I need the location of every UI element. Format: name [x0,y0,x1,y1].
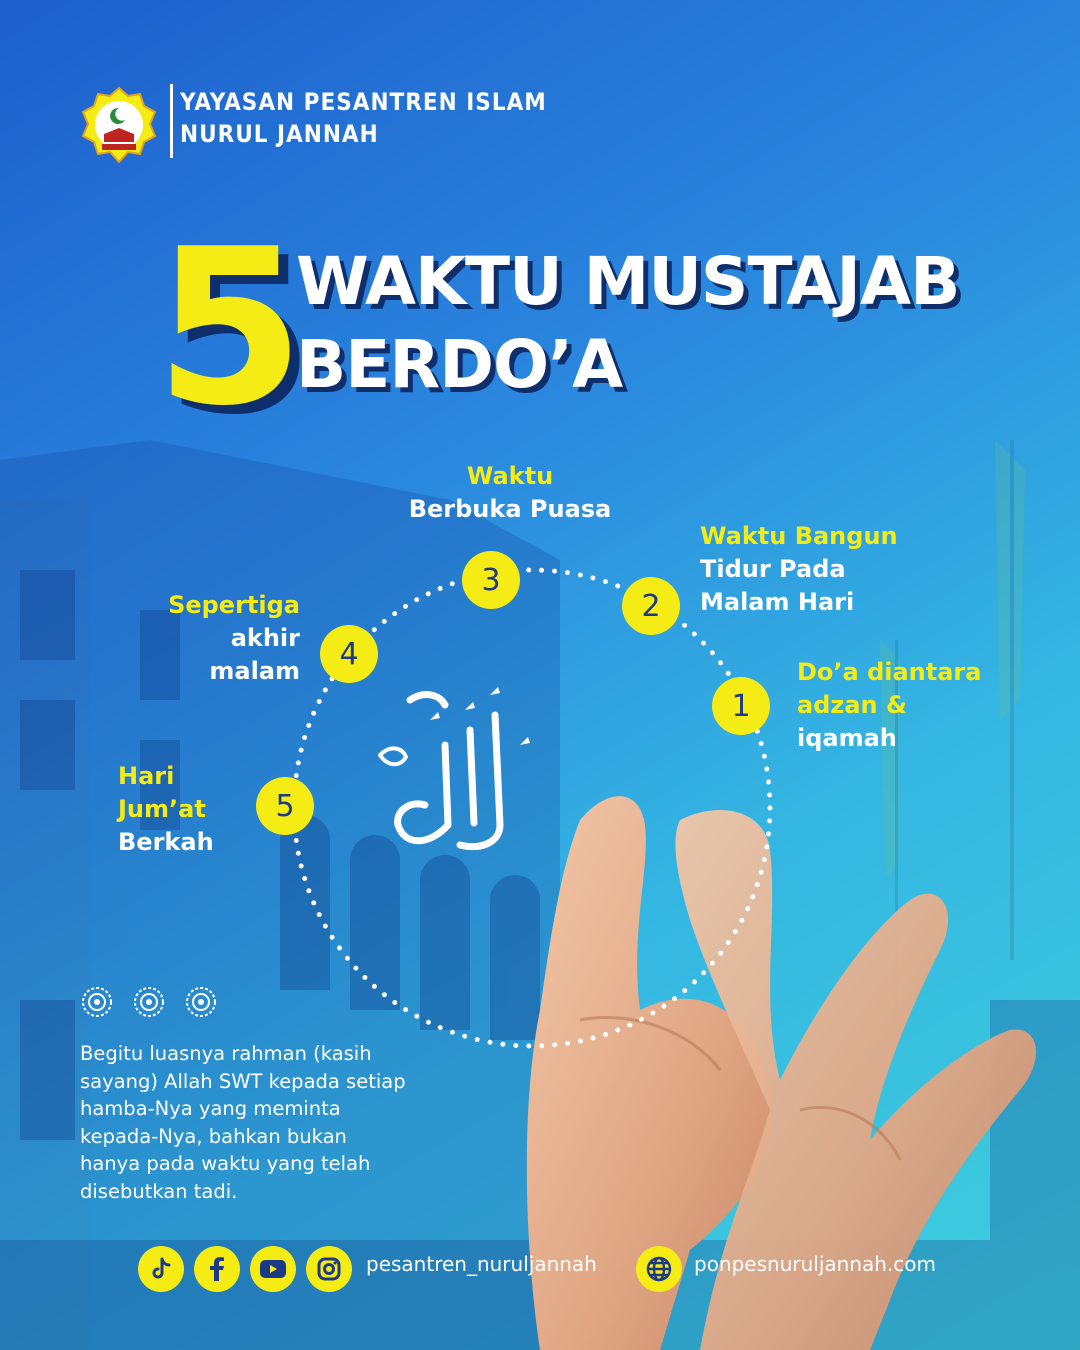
badge-2: 2 [622,577,680,635]
facebook-icon[interactable] [194,1246,240,1292]
instagram-icon[interactable] [306,1246,352,1292]
description-line: hanya pada waktu yang telah [80,1152,371,1175]
organization-name-line1: YAYASAN PESANTREN ISLAM [180,88,547,116]
item-1-label [797,656,981,755]
description-line: kepada-Nya, bahkan bukan [80,1124,347,1148]
social-handle[interactable]: pesantren_nuruljannah [366,1252,597,1276]
allah-calligraphy-icon [370,675,545,860]
item-3-line1: Waktu [466,462,554,490]
item-4-line3: malam [209,657,300,685]
item-2-line3: Malam Hari [700,588,855,616]
item-2-line2: Tidur Pada [700,555,846,583]
item-3-label [390,460,630,526]
badge-1: 1 [712,677,770,735]
title-number: 5 [155,202,305,453]
item-5-label [118,760,214,859]
item-2-line1: Waktu Bangun [700,522,898,550]
ornament-icon [80,985,114,1019]
website-link[interactable]: ponpesnuruljannah.com [694,1252,937,1276]
ornament-icon [184,985,218,1019]
description-line: hamba-Nya yang meminta [80,1097,341,1120]
item-4-label [140,589,300,688]
badge-5: 5 [256,777,314,835]
item-2-label [700,520,898,619]
badge-4: 4 [320,625,378,683]
tiktok-icon[interactable] [138,1246,184,1292]
description-line: disebutkan tadi. [80,1179,238,1203]
description-line: sayang) Allah SWT kepada setiap [80,1069,406,1093]
youtube-icon[interactable] [250,1246,296,1292]
title-line1: WAKTU MUSTAJAB [296,243,960,320]
globe-icon[interactable] [636,1246,682,1292]
item-1-line2: adzan & [797,691,907,719]
item-4-line1: Sepertiga [168,591,300,619]
item-3-line2: Berbuka Puasa [408,495,612,523]
badge-3: 3 [462,551,520,609]
item-1-line3: iqamah [797,724,897,752]
description-line: Begitu luasnya rahman (kasih [80,1042,372,1065]
description-text [80,1040,460,1205]
title-line2: BERDO’A [296,326,623,403]
item-1-line1: Do’a diantara [797,658,982,686]
item-5-line3: Berkah [118,828,214,856]
item-5-line2: Jum’at [118,795,206,823]
ornament-icon [132,985,166,1019]
organization-name-line2: NURUL JANNAH [180,120,379,148]
item-4-line2: akhir [230,624,300,652]
item-5-line1: Hari [118,762,175,790]
